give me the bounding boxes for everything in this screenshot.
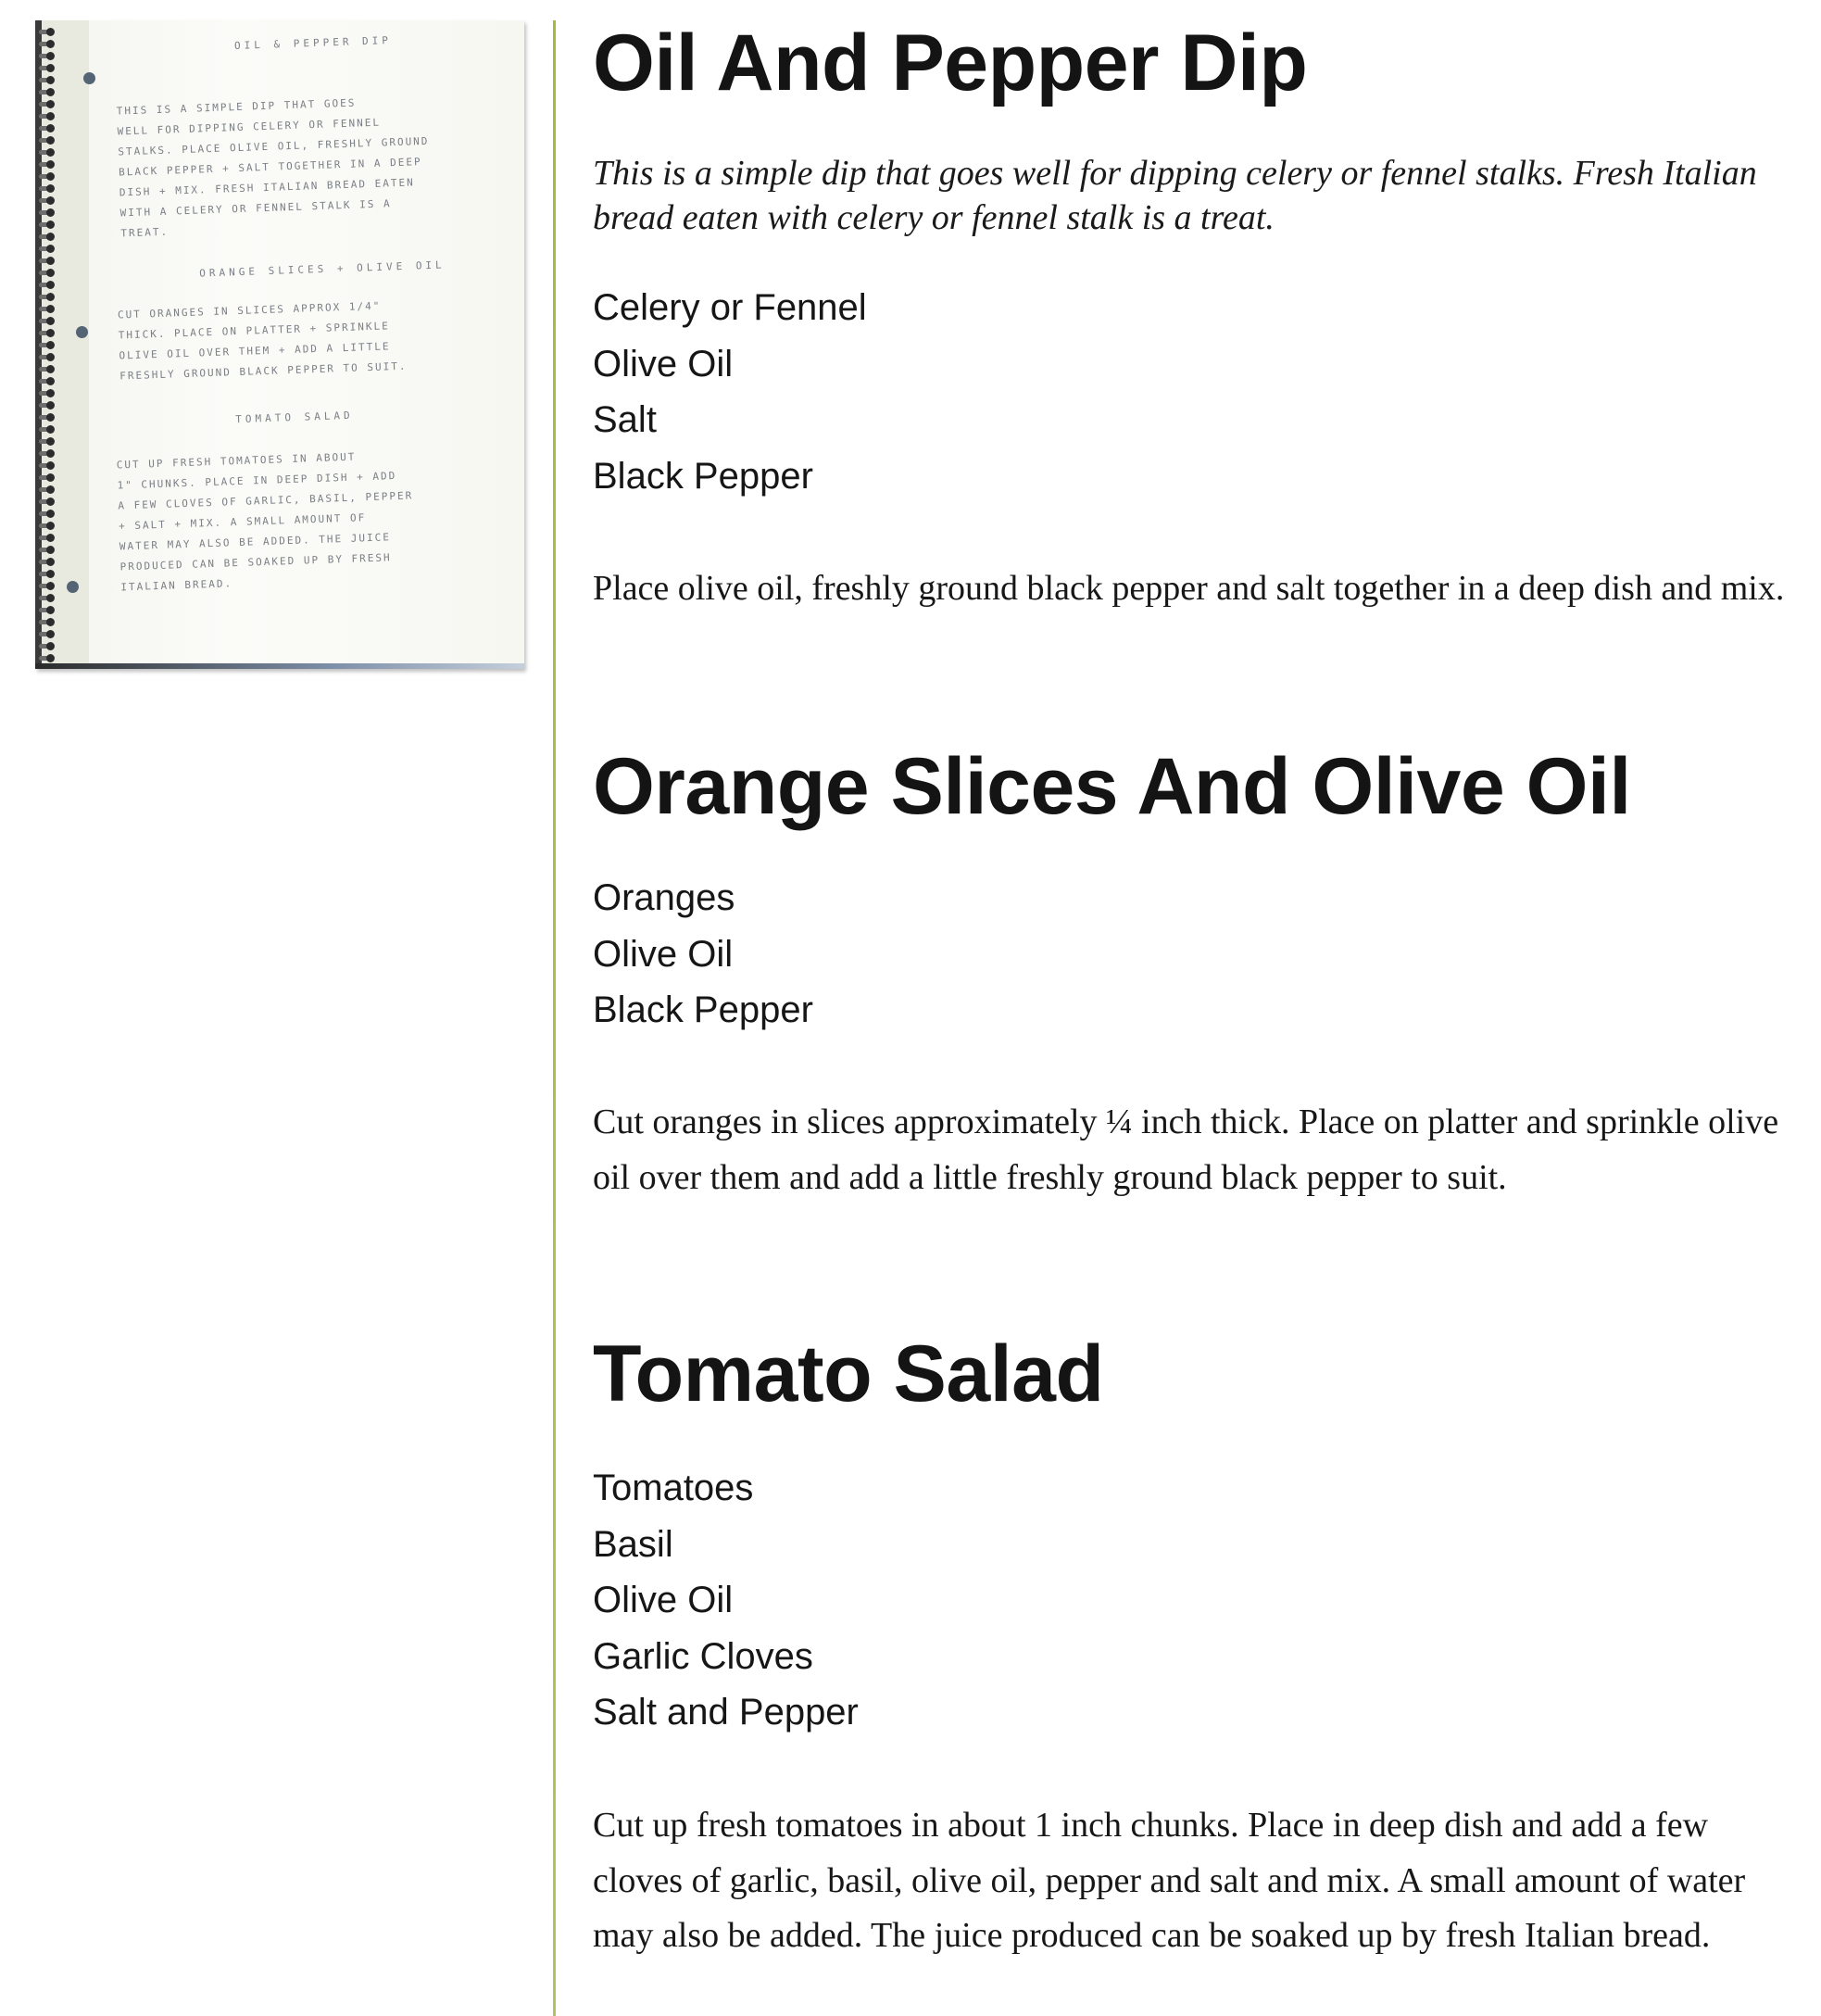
spiral-hole [46, 498, 55, 506]
recipe-directions: Cut up fresh tomatoes in about 1 inch chunks. Place in deep dish and add a few cloves of garlic, basil, olive oil, pepper and salt and mix. A small amount of water may also be added. The juice produced can be soaked up by fresh Italian bread. [593, 1806, 1746, 1955]
ingredient-item: Olive Oil [593, 343, 734, 384]
binder-hole [83, 72, 95, 84]
spiral-hole [46, 630, 55, 638]
spiral-hole [46, 76, 55, 84]
handwritten-paragraph: CUT ORANGES IN SLICES APPROX 1/4" THICK. PLACE ON PLATTER + SPRINKLE OLIVE OIL OVER THEM + ADD A LITTLE FRESHLY GROUND BLACK PEPPER TO SUIT. [117, 299, 408, 383]
spiral-hole [46, 582, 55, 590]
recipe-directions: Cut oranges in slices approximately ¼ inch thick. Place on platter and sprinkle olive oil over them and add a little freshly ground black pepper to suit. [593, 1102, 1779, 1197]
handwritten-heading: ORANGE SLICES + OLIVE OIL [199, 258, 446, 280]
spiral-hole [46, 245, 55, 253]
spiral-hole [46, 425, 55, 434]
spiral-hole [46, 594, 55, 602]
spiral-hole [46, 413, 55, 422]
spiral-hole [46, 64, 55, 72]
spiral-hole [46, 317, 55, 325]
spiral-hole [46, 437, 55, 446]
spiral-hole [46, 100, 55, 108]
binder-hole [76, 326, 88, 338]
spiral-hole [46, 461, 55, 470]
ingredient-item: Black Pepper [593, 455, 813, 497]
spiral-hole [46, 160, 55, 169]
ingredient-item: Salt [593, 399, 657, 440]
spiral-hole [46, 389, 55, 397]
notebook-edge [35, 663, 524, 669]
recipe-title: Tomato Salad [593, 1329, 1104, 1418]
spiral-hole [46, 257, 55, 265]
handwritten-paragraph: CUT UP FRESH TOMATOES IN ABOUT 1" CHUNKS. PLACE IN DEEP DISH + ADD A FEW CLOVES OF GARLIC, BASIL, PEPPER + SALT + MIX. A SMALL AMOUNT OF WATER MAY ALSO BE ADDED. THE JUICE PRODUCED CAN BE SOAKED UP BY FRESH ITALIAN BREAD. [116, 450, 414, 594]
column-divider [553, 20, 556, 2016]
spiral-hole [46, 618, 55, 626]
spiral-hole [46, 112, 55, 120]
spiral-hole [46, 570, 55, 578]
ingredient-item: Celery or Fennel [593, 287, 867, 328]
spiral-hole [46, 365, 55, 373]
spiral-hole [46, 473, 55, 482]
spiral-hole [46, 305, 55, 313]
binder-hole [67, 581, 79, 593]
handwritten-paragraph: THIS IS A SIMPLE DIP THAT GOES WELL FOR DIPPING CELERY OR FENNEL STALKS. PLACE OLIVE OIL, FRESHLY GROUND BLACK PEPPER + SALT TOGETHER IN A DEEP DISH + MIX. FRESH ITALIAN BREAD EATEN WITH A CELERY OR FENNEL STALK IS A TREAT. [116, 96, 430, 240]
spiral-hole [46, 485, 55, 494]
recipe-title: Oil And Pepper Dip [593, 19, 1308, 107]
spiral-hole [46, 136, 55, 145]
recipe-directions: Place olive oil, freshly ground black pepper and salt together in a deep dish and mix. [593, 569, 1785, 608]
spiral-hole [46, 220, 55, 229]
handwritten-notebook-scan [35, 20, 524, 669]
spiral-hole [46, 172, 55, 181]
ingredient-item: Olive Oil [593, 1580, 734, 1620]
spiral-hole [46, 148, 55, 157]
spiral-hole [46, 329, 55, 337]
spiral-hole [46, 401, 55, 410]
spiral-hole [46, 558, 55, 566]
ingredient-item: Salt and Pepper [593, 1692, 859, 1732]
spiral-hole [46, 281, 55, 289]
ingredient-list [593, 280, 867, 504]
spiral-hole [46, 522, 55, 530]
spiral-hole [46, 196, 55, 205]
spiral-hole [46, 449, 55, 458]
spiral-hole [46, 52, 55, 60]
ingredient-item: Basil [593, 1523, 673, 1565]
spiral-hole [46, 28, 55, 36]
handwritten-heading: TOMATO SALAD [235, 409, 354, 426]
spiral-hole [46, 208, 55, 217]
recipe-intro: This is a simple dip that goes well for dipping celery or fennel stalks. Fresh Italian bread eaten with celery or fennel stalk is a treat. [593, 154, 1757, 237]
spiral-hole [46, 233, 55, 241]
spiral-binding [35, 20, 89, 669]
spiral-hole [46, 534, 55, 542]
spiral-hole [46, 353, 55, 361]
spiral-hole [46, 184, 55, 193]
spiral-hole [46, 654, 55, 662]
spiral-hole [46, 377, 55, 385]
ingredient-list [593, 1460, 859, 1741]
spiral-hole [46, 269, 55, 277]
ingredient-item: Oranges [593, 877, 735, 918]
ingredient-list [593, 870, 813, 1039]
spiral-hole [46, 40, 55, 48]
spiral-hole [46, 642, 55, 650]
spiral-hole [46, 124, 55, 132]
spiral-hole [46, 606, 55, 614]
spiral-hole [46, 293, 55, 301]
spiral-hole [46, 510, 55, 518]
ingredient-item: Black Pepper [593, 989, 813, 1030]
spiral-hole [46, 341, 55, 349]
ingredient-item: Garlic Cloves [593, 1635, 813, 1677]
recipe-title: Orange Slices And Olive Oil [593, 742, 1631, 831]
ingredient-item: Tomatoes [593, 1468, 754, 1508]
spiral-hole [46, 88, 55, 96]
handwritten-title: OIL & PEPPER DIP [233, 34, 393, 52]
ingredient-item: Olive Oil [593, 933, 734, 975]
spiral-hole [46, 546, 55, 554]
